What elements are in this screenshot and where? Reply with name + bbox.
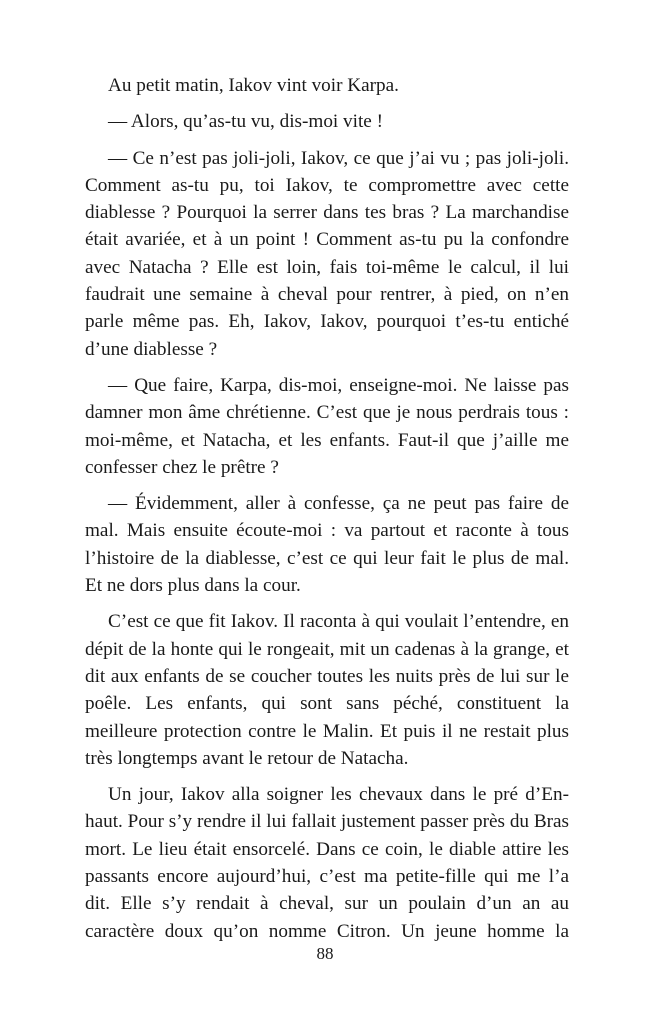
paragraph-3: — Ce n’est pas joli-joli, Iakov, ce que j’ai vu ; pas joli-joli. Comment as-tu pu, toi Iakov, te compromettre avec cette diablesse ? Pourquoi la serrer dans tes bras ? La marchandise était avariée, et à un point ! Comment as-tu pu la confondre avec Natacha ? Elle est loin, fais toi-même le calcul, il lui faudrait une semaine à cheval pour rentrer, à pied, on n’en parle même pas. Eh, Iakov, Iakov, pourquoi t’es-tu entiché d’une diablesse ?: [85, 147, 569, 360]
paragraph-6: C’est ce que fit Iakov. Il raconta à qui voulait l’entendre, en dépit de la honte qui le rongeait, mit un cadenas à la grange, et dit aux enfants de se coucher toutes les nuits près de lui sur le poêle. Les enfants, qui sont sans péché, constituent la meilleure protection contre le Malin. Et puis il ne restait plus très longtemps avant le retour de Natacha.: [85, 611, 569, 769]
paragraph-5: — Évidemment, aller à confesse, ça ne peut pas faire de mal. Mais ensuite écoute-moi : va partout et raconte à tous l’histoire de la diablesse, c’est ce qui leur fait le plus de mal. Et ne dors plus dans la cour.: [85, 493, 569, 597]
paragraph-2: — Alors, qu’as-tu vu, dis-moi vite !: [108, 111, 383, 133]
book-page-text: [85, 72, 569, 954]
paragraph-4: — Que faire, Karpa, dis-moi, enseigne-moi. Ne laisse pas damner mon âme chrétienne. C’est que je nous perdrais tous : moi-même, et Natacha, et les enfants. Faut-il que j’aille me confesser chez le prêtre ?: [85, 374, 569, 478]
page-number: 88: [316, 944, 334, 963]
paragraph-1: Au petit matin, Iakov vint voir Karpa.: [108, 75, 399, 96]
paragraph-7: Un jour, Iakov alla soigner les chevaux dans le pré d’En-haut. Pour s’y rendre il lui fallait justement passer près du Bras mort. Le lieu était ensorcelé. Dans ce coin, le diable attire les passants encore aujourd’hui, c’est ma petite-fille qui me l’a dit. Elle s’y rendait à cheval, sur un poulain d’un an au caractère doux qu’on nomme Citron. Un jeune homme la: [85, 784, 569, 942]
